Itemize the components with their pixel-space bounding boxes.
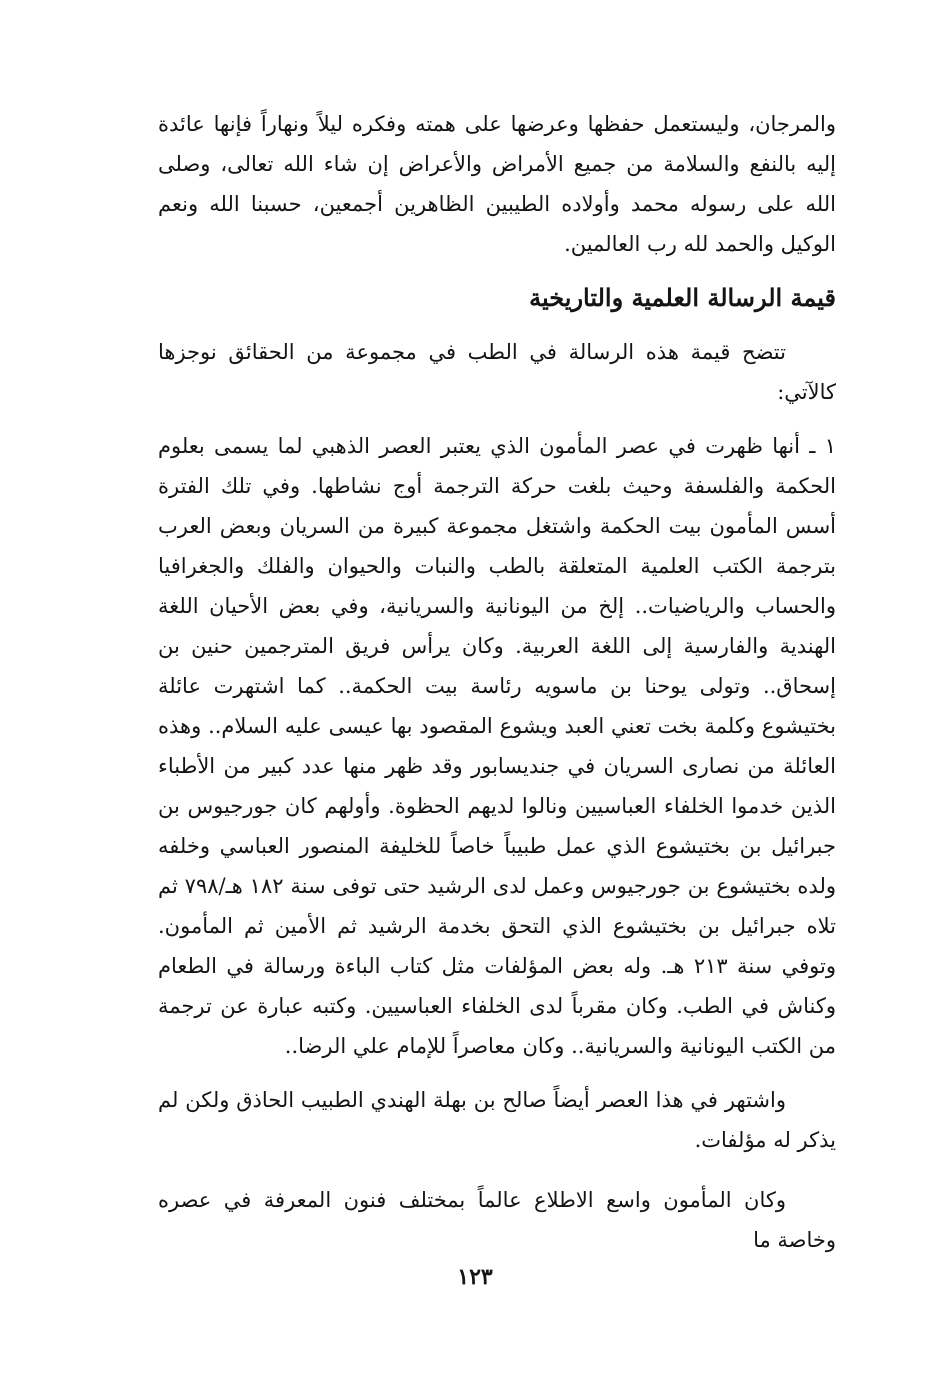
document-body — [158, 104, 836, 1260]
lead-paragraph: تتضح قيمة هذه الرسالة في الطب في مجموعة من الحقائق نوجزها كالآتي: — [158, 340, 836, 404]
mamun-paragraph: وكان المأمون واسع الاطلاع عالماً بمختلف فنون المعرفة في عصره وخاصة ما — [158, 1188, 836, 1252]
point-one-paragraph: ١ ـ أنها ظهرت في عصر المأمون الذي يعتبر العصر الذهبي لما يسمى بعلوم الحكمة والفلسفة وحيث بلغت حركة الترجمة أوج نشاطها. وفي تلك الفترة أسس المأمون بيت الحكمة واشتغل مجموعة كبيرة من السريان وبعض العرب بترجمة الكتب العلمية المتعلقة بالطب والنبات والحيوان والفلك والجغرافيا والحساب والرياضيات.. إلخ من اليونانية والسريانية، وفي بعض الأحيان اللغة الهندية والفارسية إلى اللغة العربية. وكان يرأس فريق المترجمين حنين بن إسحاق.. وتولى يوحنا بن ماسويه رئاسة بيت الحكمة.. كما اشتهرت عائلة بختيشوع وكلمة بخت تعني العبد ويشوع المقصود بها عيسى عليه السلام.. وهذه العائلة من نصارى السريان في جنديسابور وقد ظهر منها عدد كبير من الأطباء الذين خدموا الخلفاء العباسيين ونالوا لديهم الحظوة. وأولهم كان جورجيوس بن جبرائيل بن بختيشوع الذي عمل طبيباً خاصاً للخليفة المنصور العباسي وخلفه ولده بختيشوع بن جورجيوس وعمل لدى الرشيد حتى توفى سنة ١٨٢ هـ/٧٩٨ ثم تلاه جبرائيل بن بختيشوع الذي التحق بخدمة الرشيد ثم الأمين ثم المأمون. وتوفي سنة ٢١٣ هـ. وله بعض المؤلفات مثل كتاب الباءة ورسالة في الطعام وكناش في الطب. وكان مقرباً لدى الخلفاء العباسيين. وكتبه عبارة عن ترجمة من الكتب اليونانية والسريانية.. وكان معاصراً للإمام علي الرضا.. — [158, 434, 836, 1058]
saleh-paragraph: واشتهر في هذا العصر أيضاً صالح بن بهلة الهندي الطبيب الحاذق ولكن لم يذكر له مؤلفات. — [158, 1088, 836, 1152]
section-heading: قيمة الرسالة العلمية والتاريخية — [529, 283, 836, 312]
page-number: ١٢٣ — [457, 1264, 493, 1290]
intro-paragraph: والمرجان، وليستعمل حفظها وعرضها على همته وفكره ليلاً ونهاراً فإنها عائدة إليه بالنفع والسلامة من جميع الأمراض والأعراض إن شاء الله تعالى، وصلى الله على رسوله محمد وأولاده الطيبين الظاهرين أجمعين، حسبنا الله ونعم الوكيل والحمد لله رب العالمين. — [158, 112, 836, 256]
